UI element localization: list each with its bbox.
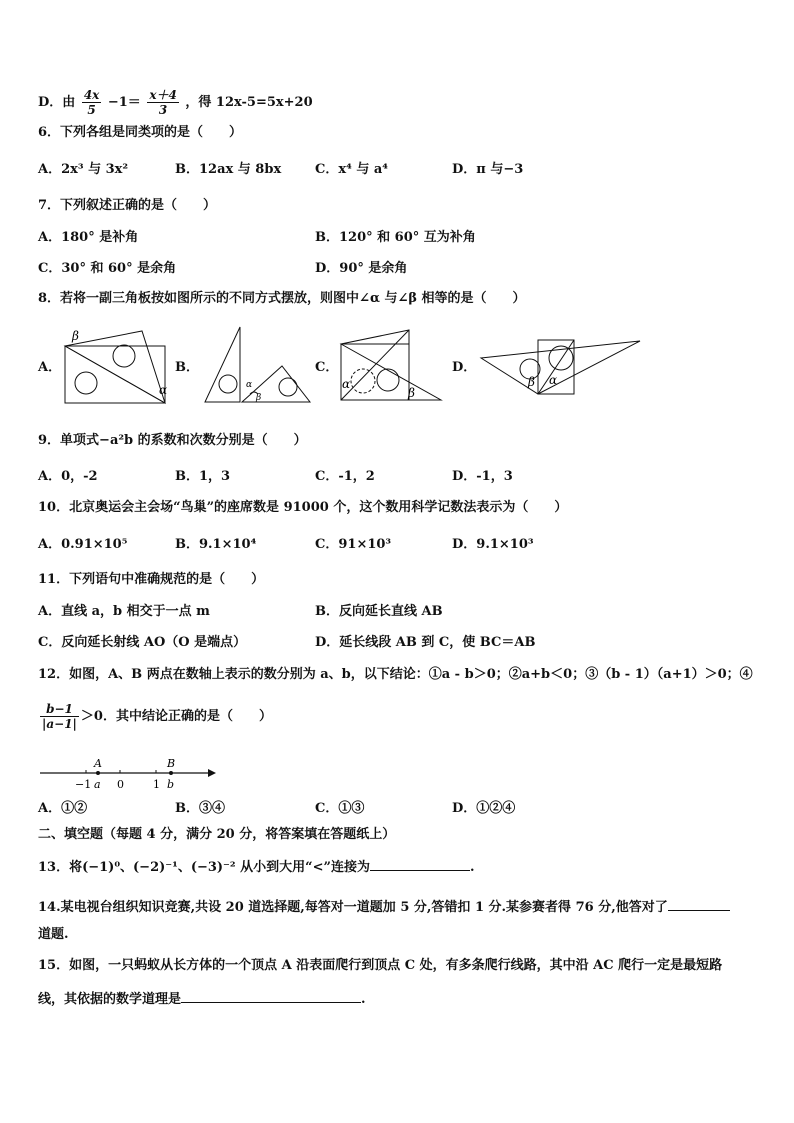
q8-label-c: C． bbox=[315, 360, 339, 375]
q14-text-line2: 道题. bbox=[38, 927, 69, 942]
beta-label: β bbox=[72, 329, 79, 343]
tick-label: −1 bbox=[75, 778, 92, 791]
q12-option-c: C．①③ bbox=[315, 801, 365, 816]
q8-figure-d bbox=[478, 334, 644, 400]
q10-option-b: B．9.1×10⁴ bbox=[175, 537, 257, 552]
q11-option-a: A．直线 a，b 相交于一点 m bbox=[38, 604, 210, 619]
q10-option-c: C．91×10³ bbox=[315, 537, 392, 552]
q12-option-d: D．①②④ bbox=[452, 801, 516, 816]
q6-option-d: D．π 与−3 bbox=[452, 162, 524, 177]
q8-figure-a bbox=[62, 326, 172, 406]
q9-option-b: B．1，3 bbox=[175, 469, 231, 484]
q6-option-b: B．12ax 与 8bx bbox=[175, 162, 282, 177]
q10-option-d: D．9.1×10³ bbox=[452, 537, 534, 552]
q10-option-a: A．0.91×10⁵ bbox=[38, 537, 128, 552]
q14-text: 14.某电视台组织知识竞赛,共设 20 道选择题,每答对一道题加 5 分,答错扣 1 分.某参赛者得 76 分,他答对了 bbox=[38, 898, 730, 916]
alpha-label: α bbox=[342, 377, 351, 391]
tick-label: 0 bbox=[117, 778, 124, 791]
answer-blank[interactable] bbox=[668, 898, 730, 911]
point-a-label: A bbox=[94, 757, 102, 770]
q8-stem: 8．若将一副三角板按如图所示的不同方式摆放，则图中∠α 与∠β 相等的是（ ） bbox=[38, 291, 526, 306]
q8-label-a: A． bbox=[38, 360, 62, 375]
point-b bbox=[169, 771, 173, 775]
q13-text: 13．将(−1)⁰、(−2)⁻¹、(−3)⁻² 从小到大用“<”连接为 . bbox=[38, 860, 475, 875]
q7-option-b: B．120° 和 60° 互为补角 bbox=[315, 230, 476, 245]
tick-label: 1 bbox=[153, 778, 160, 791]
value-label-a: a bbox=[94, 778, 101, 791]
answer-blank[interactable] bbox=[370, 858, 470, 871]
q6-stem: 6．下列各组是同类项的是（ ） bbox=[38, 125, 243, 140]
q7-option-a: A．180° 是补角 bbox=[38, 230, 139, 245]
answer-blank[interactable] bbox=[181, 990, 361, 1003]
value-label-b: b bbox=[167, 778, 175, 791]
q8-figure-c bbox=[338, 328, 448, 404]
q11-option-b: B．反向延长直线 AB bbox=[315, 604, 443, 619]
q11-stem: 11．下列语句中准确规范的是（ ） bbox=[38, 572, 265, 587]
q8-label-b: B． bbox=[175, 360, 199, 375]
q12-stem: 12．如图，A、B 两点在数轴上表示的数分别为 a、b，以下结论：①a - b＞0；②a+b＜0；③（b - 1）（a+1）＞0；④ bbox=[38, 667, 753, 682]
q7-option-c: C．30° 和 60° 是余角 bbox=[38, 261, 177, 276]
q9-option-d: D．-1，3 bbox=[452, 469, 513, 484]
alpha-label: α bbox=[549, 373, 558, 387]
q7-stem: 7．下列叙述正确的是（ ） bbox=[38, 198, 217, 213]
beta-label: β bbox=[408, 386, 415, 400]
fraction: $\frac{4x}{5}$ bbox=[83, 88, 100, 117]
alpha-label: α bbox=[159, 383, 168, 397]
q8-figure-b bbox=[202, 324, 314, 406]
fraction: $\frac{b-1}{|a-1|}$ bbox=[42, 702, 77, 731]
q12-stem-line2: $\frac{b-1}{|a-1|}$ ＞0．其中结论正确的是（ ） bbox=[42, 702, 272, 731]
q6-option-c: C．x⁴ 与 a⁴ bbox=[315, 162, 388, 177]
q15-text-line2: 线，其依据的数学道理是 . bbox=[38, 992, 366, 1007]
section-heading: 二、填空题（每题 4 分，满分 20 分，将答案填在答题纸上） bbox=[38, 827, 396, 842]
q12-option-a: A．①② bbox=[38, 801, 88, 816]
q7-option-d: D．90° 是余角 bbox=[315, 261, 408, 276]
q9-option-c: C．-1，2 bbox=[315, 469, 375, 484]
q9-stem: 9．单项式−a²b 的系数和次数分别是（ ） bbox=[38, 433, 307, 448]
q12-option-b: B．③④ bbox=[175, 801, 225, 816]
beta-label: β bbox=[256, 393, 262, 403]
q10-stem: 10．北京奥运会主会场“鸟巢”的座席数是 91000 个，这个数用科学记数法表示为（ ） bbox=[38, 500, 568, 515]
q12-number-line bbox=[38, 756, 218, 794]
q5-option-d: D．由 $\frac{4x}{5}$ −1＝ $\frac{x+4}{3}$ ，得 12x-5=5x+20 bbox=[38, 88, 313, 117]
q9-option-a: A．0，-2 bbox=[38, 469, 98, 484]
q6-option-a: A．2x³ 与 3x² bbox=[38, 162, 129, 177]
point-a bbox=[96, 771, 100, 775]
point-b-label: B bbox=[167, 757, 176, 770]
fraction: $\frac{x+4}{3}$ bbox=[149, 88, 177, 117]
alpha-label: α bbox=[246, 380, 253, 390]
beta-label: β bbox=[528, 375, 535, 389]
q15-text: 15．如图，一只蚂蚁从长方体的一个顶点 A 沿表面爬行到顶点 C 处，有多条爬行线路，其中沿 AC 爬行一定是最短路 bbox=[38, 958, 723, 973]
q11-option-d: D．延长线段 AB 到 C，使 BC＝AB bbox=[315, 635, 536, 650]
q8-label-d: D． bbox=[452, 360, 477, 375]
q11-option-c: C．反向延长射线 AO（O 是端点） bbox=[38, 635, 247, 650]
